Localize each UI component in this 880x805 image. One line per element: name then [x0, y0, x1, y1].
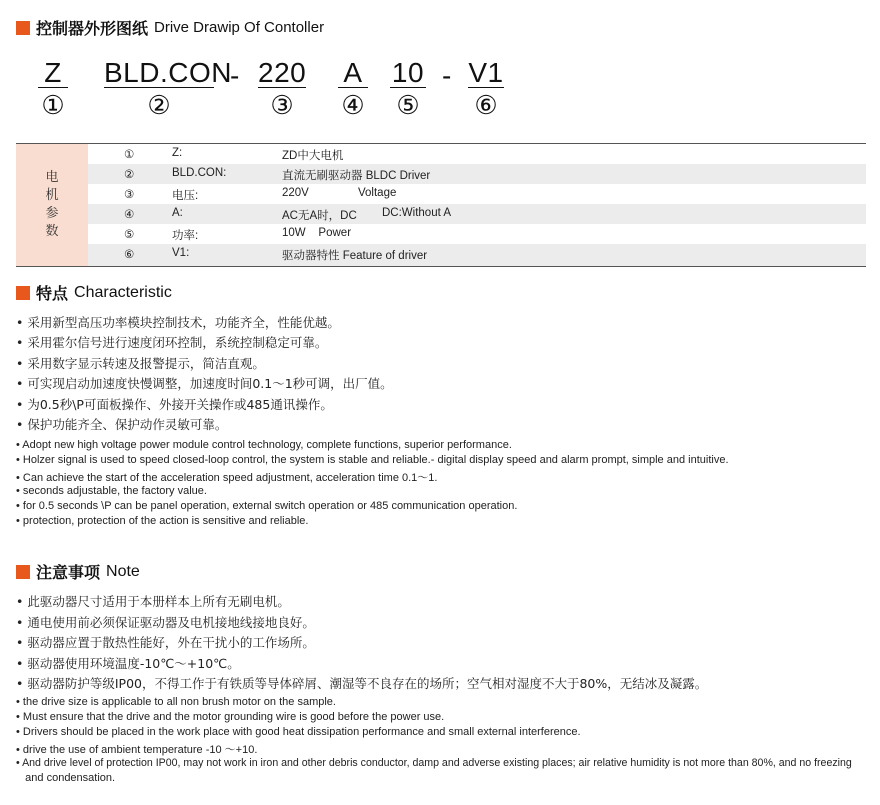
note-cn-item: • 通电使用前必须保证驱动器及电机接地线接地良好。: [16, 615, 315, 630]
parameter-row: ① Z: ZD中大电机: [88, 144, 866, 165]
parameter-row: ⑤ 功率: 10W Power: [88, 224, 866, 245]
characteristic-en-item: • Can achieve the start of the acceleration speed adjustment, acceleration time 0.1～1.: [16, 472, 438, 484]
parameter-row: ④ A: AC无A时，DC DC:Without A: [88, 204, 866, 224]
characteristic-cn-item: • 采用新型高压功率模块控制技术，功能齐全，性能优越。: [16, 315, 340, 330]
model-separator: -: [230, 60, 240, 91]
parameter-row: ② BLD.CON: 直流无刷驱动器 BLDC Driver: [88, 164, 866, 184]
note-en-item: • And drive level of protection IP00, may not work in iron and other debris conductor, damp and adverse existing places; air relative humidity is not more than 80%, and no freezing: [16, 757, 852, 769]
characteristic-en-item: • for 0.5 seconds \P can be panel operation, external switch operation or 485 communication operation.: [16, 500, 518, 512]
characteristic-en-item: • protection, protection of the action is sensitive and reliable.: [16, 515, 309, 527]
model-part: A ④: [338, 56, 368, 120]
characteristic-title-en: Characteristic: [74, 283, 172, 301]
model-part: V1 ⑥: [468, 57, 504, 120]
note-title-cn: 注意事项: [36, 563, 101, 582]
parameter-row: ⑥ V1: 驱动器特性 Feature of driver: [88, 244, 866, 266]
section-marker-icon: [16, 21, 30, 35]
note-en-item: and condensation.: [16, 772, 116, 784]
parameter-row: ③ 电压: 220V Voltage: [88, 184, 866, 205]
model-separator: -: [442, 60, 452, 91]
note-cn-item: • 驱动器防护等级IP00，不得工作于有铁质等导体碎屑、潮湿等不良存在的场所；空气相对湿度不大于80%，无结冰及凝露。: [16, 676, 708, 691]
characteristic-title-cn: 特点: [36, 284, 69, 303]
characteristic-en-item: • Adopt new high voltage power module control technology, complete functions, superior performance.: [16, 439, 512, 451]
motor-parameter-table: [16, 143, 866, 267]
model-code: [0, 56, 880, 126]
note-cn-item: • 驱动器使用环境温度-10℃～+10℃。: [16, 656, 240, 671]
header-title-cn: 控制器外形图纸: [36, 19, 149, 38]
model-part: 220 ③: [258, 57, 307, 120]
characteristic-en-item: • Holzer signal is used to speed closed-loop control, the system is stable and reliable.- digital display speed and alarm prompt, simple and intuitive.: [16, 454, 729, 466]
characteristic-cn-item: • 采用数字显示转速及报警提示，简洁直观。: [16, 356, 265, 371]
characteristic-cn-item: • 保护功能齐全、保护动作灵敏可靠。: [16, 417, 228, 432]
characteristic-en-item: • seconds adjustable, the factory value.: [16, 485, 207, 497]
characteristic-section-header: [16, 281, 172, 304]
note-en-item: • Must ensure that the drive and the motor grounding wire is good before the power use.: [16, 711, 445, 723]
note-en-item: • the drive size is applicable to all non brush motor on the sample.: [16, 696, 336, 708]
header-title-en: Drive Drawip Of Contoller: [154, 19, 325, 36]
note-section-header: [16, 560, 140, 583]
note-title-en: Note: [106, 562, 140, 580]
model-part: BLD.CON ②: [104, 57, 232, 120]
model-part: 10 ⑤: [391, 57, 425, 120]
note-cn-item: • 此驱动器尺寸适用于本册样本上所有无刷电机。: [16, 594, 290, 609]
drawing-section-header: [16, 16, 324, 39]
characteristic-cn-item: • 采用霍尔信号进行速度闭环控制，系统控制稳定可靠。: [16, 335, 328, 350]
parameter-label: 电 机 参 数: [16, 144, 88, 266]
note-en-item: • Drivers should be placed in the work place with good heat dissipation performance and small external interference.: [16, 726, 581, 738]
section-marker-icon: [16, 565, 30, 579]
section-marker-icon: [16, 286, 30, 300]
characteristic-cn-item: • 为0.5秒\P可面板操作、外接开关操作或485通讯操作。: [16, 397, 333, 412]
note-en-item: • drive the use of ambient temperature -10 ～+10.: [16, 744, 258, 756]
note-cn-item: • 驱动器应置于散热性能好，外在干扰小的工作场所。: [16, 635, 315, 650]
characteristic-cn-item: • 可实现启动加速度快慢调整，加速度时间0.1～1秒可调，出厂值。: [16, 376, 393, 391]
model-part: Z ①: [38, 56, 68, 120]
